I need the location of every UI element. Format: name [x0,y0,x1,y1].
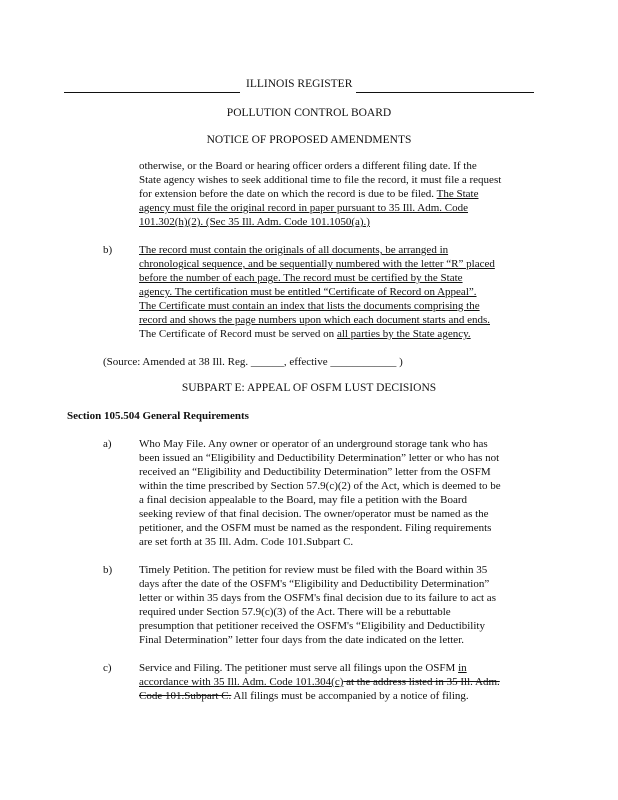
item-text: The Certificate of Record must be served on [139,328,337,340]
item-line: Final Determination” letter four days from the date indicated on the letter. [139,634,464,646]
source-note: (Source: Amended at 38 Ill. Reg. ______, effective ____________ ) [103,356,403,368]
item-line: agency. The certification must be entitled “Certificate of Record on Appeal”. [139,286,477,298]
cont-line [139,188,478,201]
item-underlined: all parties by the State agency. [336,328,471,340]
item-struck: at the address listed in 35 Ill. Adm. [343,676,500,688]
header-rule-left [64,92,240,93]
item-line: The Certificate must contain an index that lists the documents comprising the [139,300,480,312]
item-line [139,662,467,675]
item-line: presumption that petitioner received the OSFM's “Eligibility and Deductibility [139,620,485,632]
item-line: required under Section 57.9(c)(3) of the Act. There will be a rebuttable [139,606,451,618]
cont-underlined: The State [436,188,479,200]
item-label: c) [103,662,112,674]
register-title: ILLINOIS REGISTER [246,78,353,90]
item-line [139,676,500,689]
section-heading: Section 105.504 General Requirements [67,410,249,422]
item-line: The record must contain the originals of all documents, be arranged in [139,244,449,256]
item-line: chronological sequence, and be sequentially numbered with the letter “R” placed [139,258,495,270]
board-title: POLLUTION CONTROL BOARD [226,107,392,119]
item-text: All filings must be accompanied by a notice of filing. [231,690,469,702]
item-label: a) [103,438,112,450]
cont-line: otherwise, or the Board or hearing officer orders a different filing date. If the [139,160,477,172]
item-line: a final decision appealable to the Board, may file a petition with the Board [139,494,468,506]
item-line: are set forth at 35 Ill. Adm. Code 101.Subpart C. [139,536,354,548]
cont-line: 101.302(h)(2). (Sec 35 Ill. Adm. Code 101.1050(a).) [139,216,370,228]
item-line: letter or within 35 days from the OSFM's final decision due to its failure to act as [139,592,496,604]
item-line: within the time prescribed by Section 57.9(c)(2) of the Act, which is deemed to be [139,480,501,492]
header-rule-right [356,92,534,93]
item-line: record and shows the page numbers upon which each document starts and ends. [139,314,490,326]
item-line: before the number of each page. The record must be certified by the State [139,272,463,284]
item-line: seeking review of that final decision. The owner/operator must be named as the [139,508,489,520]
subpart-heading: SUBPART E: APPEAL OF OSFM LUST DECISIONS [181,382,437,394]
item-line: Timely Petition. The petition for review must be filed with the Board within 35 [139,564,488,576]
item-label: b) [103,244,113,256]
item-line: petitioner, and the OSFM must be named as the respondent. Filing requirements [139,522,492,534]
item-text: Service and Filing. The petitioner must serve all filings upon the OSFM [139,662,459,674]
cont-text: for extension before the date on which the record is due to be filed. [139,188,435,200]
item-line [139,328,471,341]
item-line: days after the date of the OSFM's “Eligibility and Deductibility Determination” [139,578,490,590]
notice-title: NOTICE OF PROPOSED AMENDMENTS [206,134,412,146]
cont-line: agency must file the original record in paper pursuant to 35 Ill. Adm. Code [139,202,469,214]
item-line: been issued an “Eligibility and Deductibility Determination” letter or who has not [139,452,500,464]
item-line [139,690,469,703]
item-underlined: in [458,662,467,674]
item-line: received an “Eligibility and Deductibility Determination” letter from the OSFM [139,466,491,478]
item-label: b) [103,564,113,576]
item-underlined: accordance with 35 Ill. Adm. Code 101.304(c) [139,676,344,688]
item-struck: Code 101.Subpart C. [139,690,232,702]
cont-line: State agency wishes to seek additional time to file the record, it must file a request [139,174,502,186]
item-line: Who May File. Any owner or operator of an underground storage tank who has [139,438,488,450]
